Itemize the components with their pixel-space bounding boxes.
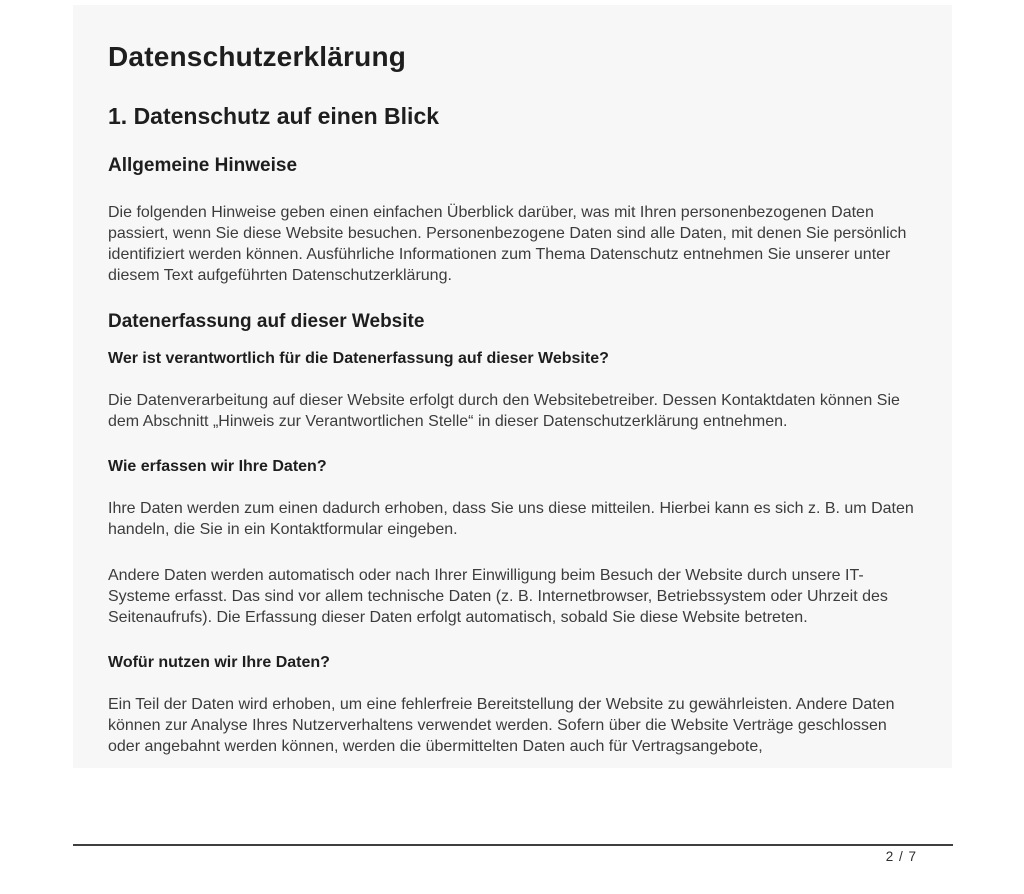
paragraph-wer-ist-verantwortlich: Die Datenverarbeitung auf dieser Website erfolgt durch den Websitebetreiber. Dessen Kontaktdaten können Sie dem Abschnitt „Hinweis zur Verantwortlichen Stelle“ in dieser Datenschutzerklärung entnehmen. [108,392,900,431]
subsubheading-wer-ist-verantwortlich: Wer ist verantwortlich für die Datenerfassung auf dieser Website? [108,350,609,368]
paragraph-allgemeine-hinweise: Die folgenden Hinweise geben einen einfachen Überblick darüber, was mit Ihren personenbezogenen Daten passiert, wenn Sie diese Website besuchen. Personenbezogene Daten sind alle Daten, mit denen Sie persönlich identifiziert werden können. Ausführliche Informationen zum Thema Datenschutz entnehmen Sie unserer unter diesem Text aufgeführten Datenschutzerklärung. [108,203,907,284]
document-footer [73,844,953,864]
heading-1-datenschutz-auf-einen-blick: 1. Datenschutz auf einen Blick [108,103,440,130]
footer-divider [73,844,953,846]
paragraph-wie-erfassen-1: Ihre Daten werden zum einen dadurch erhoben, dass Sie uns diese mitteilen. Hierbei kann es sich z. B. um Daten handeln, die Sie in ein Kontaktformular eingeben. [108,500,914,539]
paragraph-wofuer-nutzen: Ein Teil der Daten wird erhoben, um eine fehlerfreie Bereitstellung der Website zu gewährleisten. Andere Daten können zur Analyse Ihres Nutzerverhaltens verwendet werden. Sofern über die Website Verträge geschlossen oder angebahnt werden können, werden die übermittelten Daten auch für Vertragsangebote, [108,696,895,756]
page-number: 2 / 7 [885,849,917,864]
paragraph-wie-erfassen-2: Andere Daten werden automatisch oder nach Ihrer Einwilligung beim Besuch der Website durch unsere IT-Systeme erfasst. Das sind vor allem technische Daten (z. B. Internetbrowser, Betriebssystem oder Uhrzeit des Seitenaufrufs). Die Erfassung dieser Daten erfolgt automatisch, sobald Sie diese Website betreten. [108,567,888,627]
document-title: Datenschutzerklärung [108,41,407,72]
subsubheading-wie-erfassen: Wie erfassen wir Ihre Daten? [108,458,327,476]
subheading-allgemeine-hinweise: Allgemeine Hinweise [108,154,298,176]
document-page [73,5,952,768]
subsubheading-wofuer-nutzen: Wofür nutzen wir Ihre Daten? [108,654,330,672]
subheading-datenerfassung: Datenerfassung auf dieser Website [108,310,425,332]
